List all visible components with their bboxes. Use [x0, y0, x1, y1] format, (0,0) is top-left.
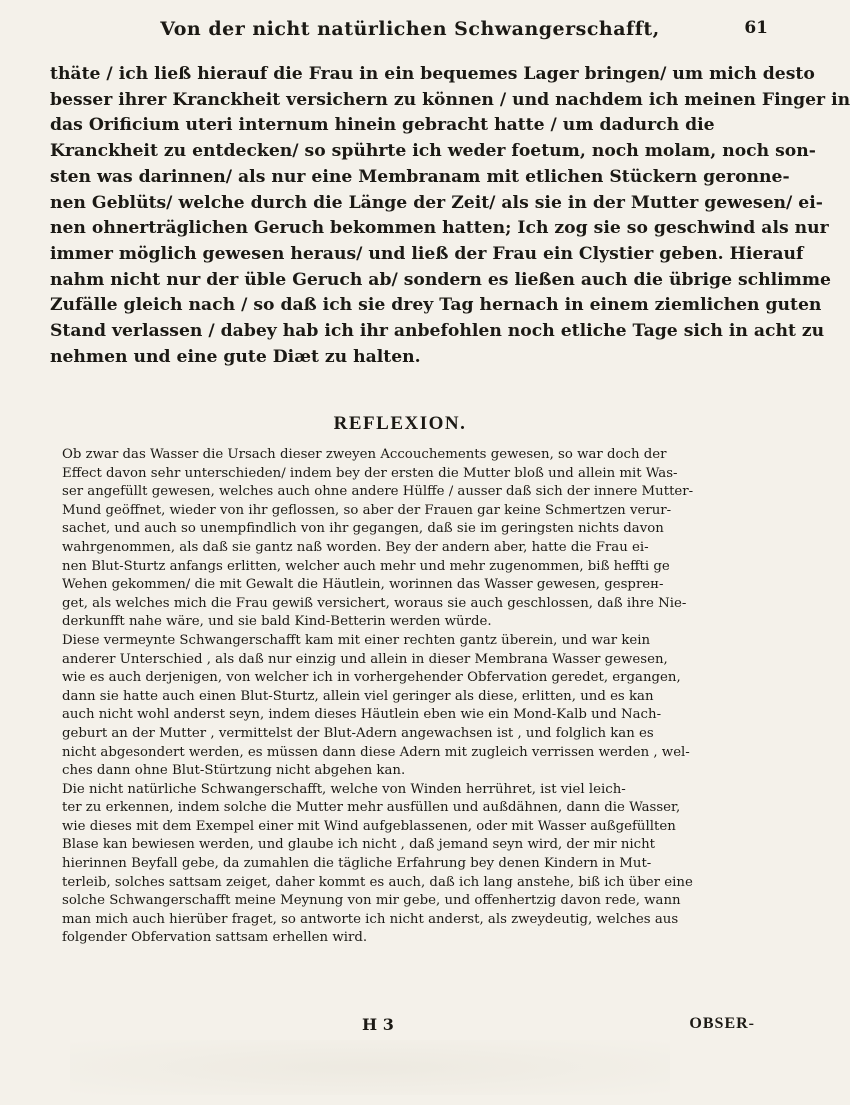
text-line: thäte / ich ließ hierauf die Frau in ein bequemes Lager bringen/ um mich desto	[50, 64, 815, 84]
running-head: Von der nicht natürlichen Schwangerschafft,	[160, 18, 660, 40]
text-line: Kranckheit zu entdecken/ so spührte ich weder foetum, noch molam, noch son-	[50, 141, 816, 162]
text-line: Mund geöffnet, wieder von ihr geflossen, so aber der Frauen gar keine Schmertzen verur-	[62, 502, 672, 518]
text-line: Ob zwar das Wasser die Ursach dieser zweyen Accouchements gewesen, so war doch der	[62, 447, 667, 462]
text-line: immer möglich gewesen heraus/ und ließ der Frau ein Clystier geben. Hierauf	[50, 243, 804, 264]
text-line: Effect davon sehr unterschieden/ indem bey der ersten die Mutter bloß und allein mit Was-	[62, 465, 678, 481]
observation-text	[50, 62, 850, 370]
text-line: Stand verlassen / dabey hab ich ihr anbefohlen noch etliche Tage sich in acht zu	[50, 321, 825, 342]
text-line: wie dieses mit dem Exempel einer mit Wind aufgeblassenen, oder mit Wasser außgefüllten	[62, 818, 676, 834]
text-line: Die nicht natürliche Schwangerschafft, welche von Winden herrühret, ist viel leich-	[62, 781, 626, 797]
text-line: solche Schwangerschafft meine Meynung von mir gebe, und offenhertzig davon rede, wann	[62, 893, 681, 909]
text-line: ches dann ohne Blut-Stürtzung nicht abgehen kan.	[62, 763, 406, 779]
text-line: Blase kan bewiesen werden, und glaube ich nicht , daß jemand seyn wird, der mir nicht	[62, 837, 655, 853]
paper-stain	[70, 1040, 670, 1095]
text-line: wie es auch derjenigen, von welcher ich in vorhergehender Obfervation geredet, ergangen,	[62, 670, 681, 686]
text-line: nehmen und eine gute Diæt zu halten.	[50, 346, 421, 367]
text-line: dann sie hatte auch einen Blut-Sturtz, allein viel geringer als diese, erlitten, und es kan	[62, 688, 654, 704]
text-line: nen Geblüts/ welche durch die Länge der Zeit/ als sie in der Mutter gewesen/ ei-	[50, 192, 823, 213]
text-line: nen ohnerträglichen Geruch bekommen hatten; Ich zog sie so geschwind als nur	[50, 218, 829, 239]
text-line: sachet, und auch so unempfindlich von ihr gegangen, daß sie im geringsten nichts davon	[62, 521, 664, 537]
text-line: ter zu erkennen, indem solche die Mutter mehr ausfüllen und außdähnen, dann die Wasser,	[62, 800, 681, 816]
text-line: folgender Obfervation sattsam erhellen wird.	[62, 930, 368, 946]
text-line: das Orificium uteri internum hinein gebracht hatte / um dadurch die	[50, 115, 715, 136]
text-line: wahrgenommen, als daß sie gantz naß worden. Bey der andern aber, hatte die Frau ei-	[62, 539, 649, 555]
text-line: anderer Unterschied , als daß nur einzig und allein in dieser Membrana Wasser gewesen,	[62, 651, 668, 667]
text-line: nen Blut-Sturtz anfangs erlitten, welcher auch mehr und mehr zugenommen, biß heffti ge	[62, 558, 670, 574]
section-heading: REFLEXION.	[333, 413, 467, 434]
text-line: derkunfft nahe wäre, und sie bald Kind-Betterin werden würde.	[62, 614, 492, 630]
catchword: OBSER-	[689, 1015, 755, 1032]
text-line: Zufälle gleich nach / so daß ich sie drey Tag hernach in einem ziemlichen guten	[50, 295, 822, 316]
text-line: Wehen gekommen/ die mit Gewalt die Häutlein, worinnen das Wasser gewesen, gesprен-	[62, 577, 664, 593]
text-line: besser ihrer Kranckheit versichern zu können / und nachdem ich meinen Finger in	[50, 89, 850, 110]
text-line: get, als welches mich die Frau gewiß versichert, woraus sie auch geschlossen, daß ihre Nie-	[62, 595, 687, 611]
text-line: man mich auch hierüber fraget, so antworte ich nicht anderst, als zweydeutig, welches aus	[62, 911, 679, 927]
reflexion-text	[62, 446, 762, 948]
text-line: Diese vermeynte Schwangerschafft kam mit einer rechten gantz überein, und war kein	[62, 632, 651, 648]
text-line: ser angefüllt gewesen, welches auch ohne andere Hülffe / ausser daß sich der innere Mutter-	[62, 484, 694, 500]
text-line: hierinnen Beyfall gebe, da zumahlen die tägliche Erfahrung bey denen Kindern in Mut-	[62, 856, 652, 872]
page-number: 61	[744, 18, 768, 38]
text-line: geburt an der Mutter , vermittelst der Blut-Adern angewachsen ist , und folglich kan es	[62, 725, 654, 741]
text-line: auch nicht wohl anderst seyn, indem dieses Häutlein eben wie ein Mond-Kalb und Nach-	[62, 707, 662, 723]
text-line: nahm nicht nur der üble Geruch ab/ sondern es ließen auch die übrige schlimme	[50, 269, 831, 290]
text-line: nicht abgesondert werden, es müssen dann diese Adern mit zugleich verrissen werden , wel-	[62, 744, 690, 760]
text-line: sten was darinnen/ als nur eine Membranam mit etlichen Stückern geronne-	[50, 166, 790, 187]
signature-mark: H 3	[362, 1015, 394, 1034]
text-line: terleib, solches sattsam zeiget, daher kommt es auch, daß ich lang anstehe, biß ich über eine	[62, 874, 693, 890]
